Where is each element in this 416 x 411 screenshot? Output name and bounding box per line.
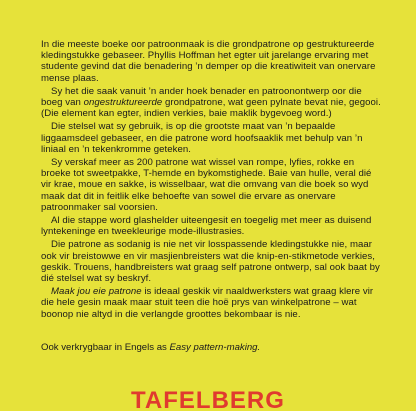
paragraph-7-emphasis: Maak jou eie patrone <box>51 286 142 298</box>
paragraph-7 <box>41 286 381 320</box>
paragraph-1-text: In die meeste boeke oor patroonmaak is die grondpatrone op gestruktureerde kledingstukke gebaseer. Phyllis Hoffman het egter uit jarelange ervaring met studente gevind dat die benadering ’n demper op die kreatiwiteit van onervare mense plaas. <box>41 39 376 84</box>
paragraph-5 <box>41 215 381 237</box>
paragraph-6 <box>41 239 381 284</box>
paragraph-1 <box>41 39 381 84</box>
paragraph-2 <box>41 86 381 120</box>
paragraph-2-text-b: grondpatrone, wat geen pylnate bevat nie, gegooi. (Die element kan egter, indien verkies, baie maklik bygevoeg word.) <box>41 97 381 120</box>
publisher-logo: TAFELBERG <box>131 391 285 411</box>
paragraph-4-text: Sy verskaf meer as 200 patrone wat wissel van rompe, lyfies, rokke en broeke tot sweetpakke, T-hemde en bykomstighede. Baie van hulle, veral dié vir krae, moue en sakke, is wisselbaar, wat die omvang van die boek so wyd maak dat dit in feitlik elke behoefte van sowel die ervare as onervare patroonmaker sal voorsien. <box>41 157 372 213</box>
paragraph-2-text-a: Sy het die saak vanuit ’n ander hoek benader en patroonontwerp oor die boeg van <box>41 85 362 109</box>
paragraph-6-text: Die patrone as sodanig is nie net vir losspassende kledingstukke nie, maar ook vir breistowwe en vir masjienbreisters wat die knip-en-stikmetode verkies, geskik. Trouens, handbreisters wat graag self patrone ontwerp, sal ook baat by dié stelsel wat sy beskryf. <box>41 239 380 285</box>
paragraph-3 <box>41 121 381 155</box>
english-edition-note <box>41 342 381 353</box>
paragraph-7-text: is ideaal geskik vir naaldwerksters wat graag klere vir die hele gesin maak maar stuit teen die hoë prys van winkelpatrone – wat boonop nie altyd in die verlangde groottes bekombaar is nie. <box>41 286 374 320</box>
english-edition-text: Ook verkrygbaar in Engels as <box>41 342 170 353</box>
paragraph-4 <box>41 157 381 213</box>
english-edition-title: Easy pattern-making. <box>169 342 261 353</box>
paragraph-5-text: Al die stappe word glashelder uiteengesit en toegelig met meer as duisend lyntekeninge en tweekleurige mode-illustrasies. <box>41 215 372 238</box>
paragraph-2-emphasis: ongestruktureerde <box>83 97 163 109</box>
paragraph-3-text: Die stelsel wat sy gebruik, is op die grootste maat van ’n bepaalde liggaamsdeel gebaseer, en die patrone word hoofsaaklik met behulp van ’n liniaal en ’n tekenkromme geteken. <box>41 121 363 155</box>
blurb-text <box>41 39 381 322</box>
